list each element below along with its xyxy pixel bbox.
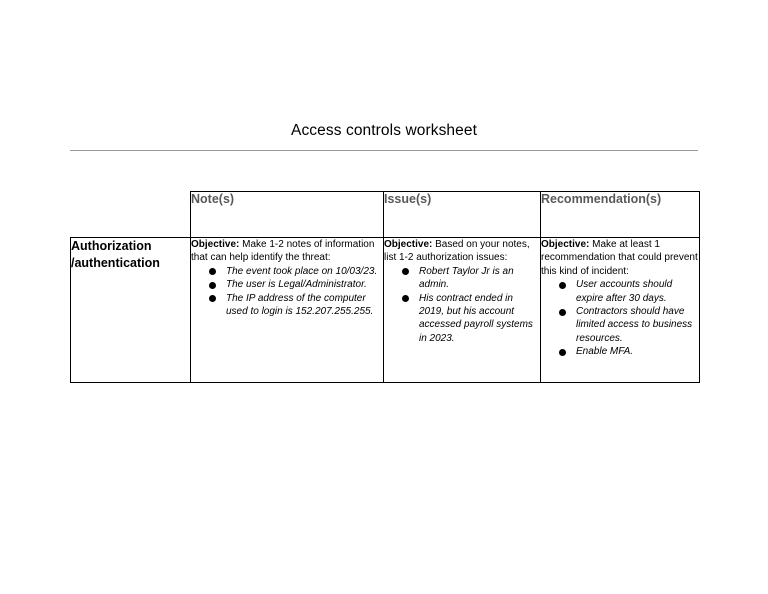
- issues-item-text: Robert Taylor Jr is an admin.: [419, 265, 514, 291]
- row-label-authorization: [71, 238, 191, 383]
- recommendations-objective-text: Make at least 1 recommendation that could prevent this kind of incident:: [541, 239, 698, 277]
- notes-objective: [191, 238, 383, 265]
- header-recommendations: Recommendation(s): [541, 192, 700, 238]
- list-item: [576, 345, 699, 358]
- bullet-icon: [209, 268, 216, 275]
- recommendations-cell: [541, 238, 700, 383]
- list-item: [419, 292, 540, 346]
- list-item: [576, 278, 699, 305]
- issues-objective-text: Based on your notes, list 1-2 authorization issues:: [384, 239, 530, 264]
- notes-item-text: The IP address of the computer used to login is 152.207.255.255.: [226, 292, 374, 318]
- title-divider: [70, 150, 698, 151]
- issues-list: [384, 265, 540, 345]
- issues-objective-label: Objective:: [384, 239, 433, 250]
- notes-objective-text: Make 1-2 notes of information that can help identify the threat:: [191, 239, 375, 264]
- recommendations-item-text: User accounts should expire after 30 days.: [576, 279, 673, 304]
- bullet-icon: [559, 309, 566, 316]
- bullet-icon: [559, 282, 566, 289]
- notes-item-text: The user is Legal/Administrator.: [226, 279, 367, 291]
- list-item: [226, 265, 383, 278]
- bullet-icon: [559, 349, 566, 356]
- list-item: [226, 278, 383, 291]
- list-item: [576, 305, 699, 345]
- issues-item-text: His contract ended in 2019, but his account accessed payroll systems in 2023.: [419, 292, 533, 344]
- bullet-icon: [209, 295, 216, 302]
- issues-cell: [384, 238, 541, 383]
- bullet-icon: [402, 295, 409, 302]
- access-controls-table: [70, 191, 700, 383]
- blank-corner-cell: [71, 192, 191, 238]
- header-row: [71, 192, 700, 238]
- list-item: [419, 265, 540, 292]
- notes-item-text: The event took place on 10/03/23.: [226, 265, 378, 277]
- bullet-icon: [209, 282, 216, 289]
- recommendations-item-text: Enable MFA.: [576, 346, 634, 358]
- header-issues: Issue(s): [384, 192, 541, 238]
- notes-objective-label: Objective:: [191, 239, 240, 250]
- page-title: Access controls worksheet: [291, 122, 477, 139]
- row-label-line-1: Authorization: [71, 239, 152, 253]
- recommendations-objective: [541, 238, 699, 278]
- table-row: [71, 238, 700, 383]
- header-notes: Note(s): [191, 192, 384, 238]
- recommendations-list: [541, 278, 699, 358]
- bullet-icon: [402, 268, 409, 275]
- issues-objective: [384, 238, 540, 265]
- recommendations-objective-label: Objective:: [541, 239, 590, 250]
- notes-cell: [191, 238, 384, 383]
- notes-list: [191, 265, 383, 319]
- list-item: [226, 292, 383, 319]
- row-label-line-2: /authentication: [71, 256, 160, 270]
- recommendations-item-text: Contractors should have limited access to business resources.: [576, 306, 693, 344]
